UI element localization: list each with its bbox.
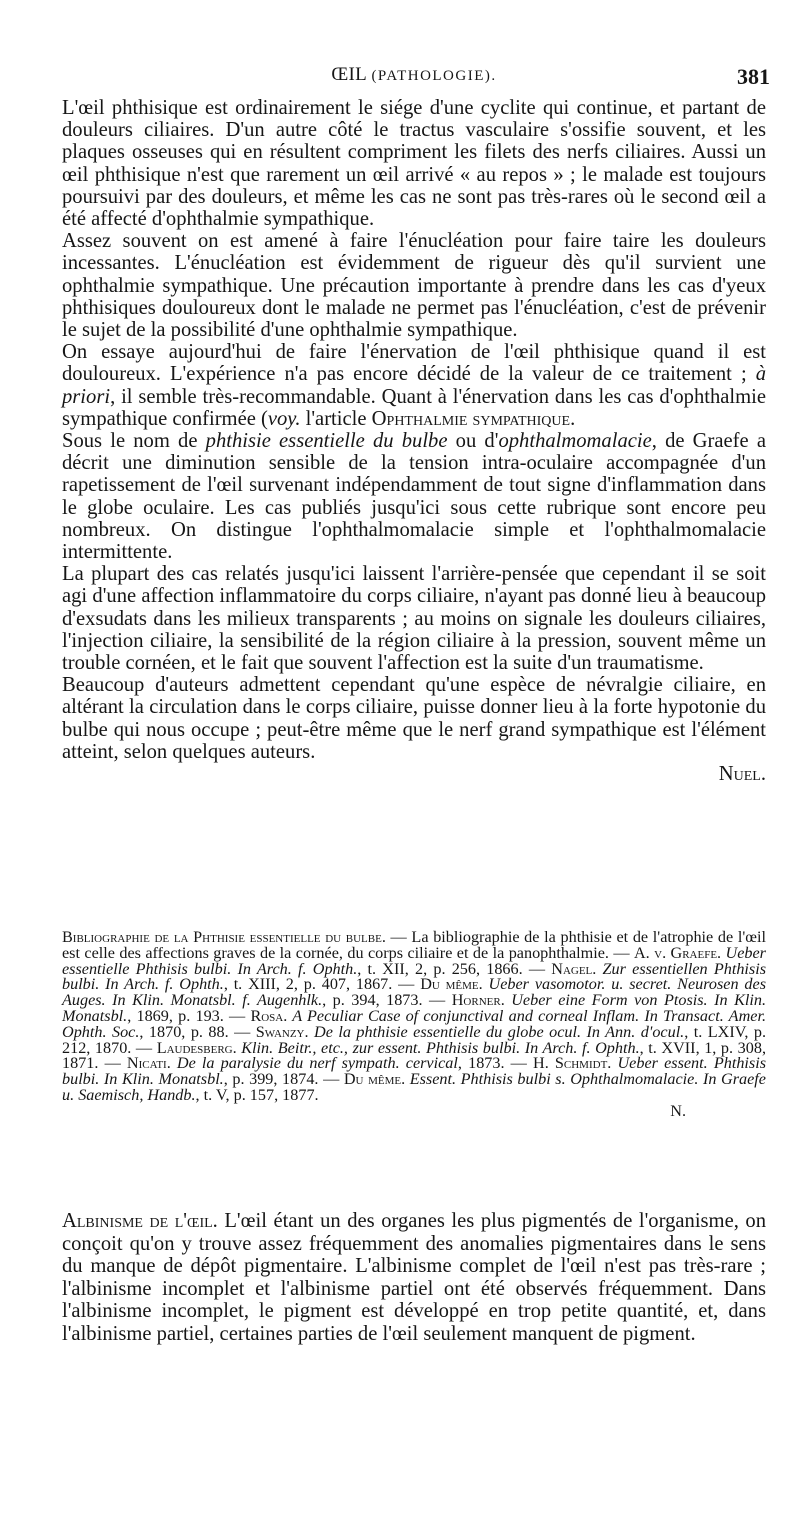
biblio-author: Du même.: [420, 975, 483, 994]
p4-term-phthisie: phthisie essentielle du bulbe: [205, 430, 448, 453]
paragraph-6: Beaucoup d'auteurs admettent cependant qu'une espèce de névralgie ciliaire, en altérant la circulation dans le corps ciliaire, puisse donner lieu à la forte hypotonie du bulbe qui nous occupe ; peut-être même que le nerf grand sympathique est l'élément atteint, selon quelques auteurs.: [62, 674, 766, 763]
biblio-ref: , 1873. —: [457, 1054, 534, 1073]
albinisme-paragraph: [62, 1210, 766, 1346]
running-title: [58, 64, 770, 86]
biblio-title: Klin. Beitr., etc., zur essent. Phthisis bulbi. In Arch. f. Ophth.: [236, 1038, 640, 1057]
biblio-title: Ueber vasomotor. u. secret. Neurosen des Auges. In Klin. Monatsbl. f. Augenhlk.: [62, 975, 766, 1010]
running-title-main: ŒIL: [331, 64, 367, 85]
biblio-author: Nicati.: [126, 1054, 171, 1073]
bibliography-entries: [62, 930, 766, 1104]
biblio-title: De la phthisie essentielle du globe ocul. In Ann. d'ocul.: [308, 1022, 685, 1041]
biblio-author: Horner.: [451, 991, 505, 1010]
bibliography: [62, 930, 766, 1120]
p4-text-a: Sous le nom de: [62, 430, 206, 453]
author-signature: Nuel.: [718, 763, 766, 786]
biblio-author: Rosa.: [250, 1006, 288, 1025]
biblio-ref: , t. XII, 2, p. 256, 1866. —: [357, 959, 552, 978]
biblio-author: Nagel.: [551, 959, 597, 978]
p3-cross-reference: Ophthalmie sympathique: [371, 407, 571, 430]
p3-italic-a-priori: à priori: [62, 363, 766, 408]
paragraph-5: La plupart des cas relatés jusqu'ici laissent l'arrière-pensée que cependant il se soit agi d'une affection inflammatoire du corps ciliaire, n'ayant pas donné lieu à beaucoup d'exsudats dans les milieux transparents ; au moins on signale les douleurs ciliaires, l'injection ciliaire, la sensibilité de la région ciliaire à la pression, souvent même un trouble cornéen, et le fait que souvent l'affection est la suite d'un traumatisme.: [62, 563, 766, 675]
biblio-ref: , 1869, p. 193. —: [127, 1006, 251, 1025]
p4-term-ophthalmomalacie: ophthalmomalacie: [498, 430, 652, 453]
p4-text-c: ou d': [447, 430, 499, 453]
biblio-title: A Peculiar Case of conjunctival and corneal Inflam. In Transact. Amer. Ophth. Soc.: [62, 1006, 766, 1041]
biblio-author: A. v. Graefe.: [633, 943, 722, 962]
biblio-title: Essent. Phthisis bulbi s. Ophthalmomalacie. In Graefe u. Saemisch, Handb.: [62, 1070, 766, 1104]
running-title-section: (PATHOLOGIE).: [371, 68, 497, 84]
biblio-author: H. Schmidt.: [533, 1054, 612, 1073]
article-albinisme: [62, 1210, 766, 1346]
biblio-title: Ueber essentielle Phthisis bulbi. In Arch. f. Ophth.: [62, 943, 766, 978]
p3-text-e: l'article: [300, 407, 372, 430]
p3-text-c: , il semble très-recommandable. Quant à l'énervation dans les cas d'ophthalmie sympathique confirmée (: [62, 385, 766, 430]
biblio-title: Ueber essent. Phthisis bulbi. In Klin. Monatsbl.: [62, 1054, 767, 1089]
p3-text-a: On essaye aujourd'hui de faire l'énervation de l'œil phthisique quand il est douloureux. L'expérience n'a pas encore décidé de la valeur de ce traitement ;: [62, 341, 766, 386]
biblio-title: Zur essentiellen Phthisis bulbi. In Arch. f. Ophth.: [62, 959, 767, 994]
paragraph-2: Assez souvent on est amené à faire l'énucléation pour faire taire les douleurs incessantes. L'énucléation est évidemment de rigueur dès qu'il survient une ophthalmie sympathique. Une précaution importante à prendre dans les cas d'yeux phthisiques douloureux dont le malade ne permet pas l'énucléation, c'est de prévenir le sujet de la possibilité d'une ophthalmie sympathique.: [62, 230, 766, 342]
biblio-ref: , t. XVII, 1, p. 308, 1871. —: [62, 1038, 766, 1073]
biblio-author: Laudesberg.: [156, 1038, 237, 1057]
p4-text-e: , de Graefe a décrit une diminution sensible de la tension intra-oculaire accompagnée d'un rapetissement de l'œil survenant indépendamment de tout signe d'inflammation dans le globe oculaire. Les cas publiés jusqu'ici sous cette rubrique sont encore peu nombreux. On distingue l'ophthalmomalacie simple et l'ophthalmomalacie intermittente.: [62, 430, 766, 564]
biblio-author: Du même.: [343, 1070, 406, 1089]
biblio-title: De la paralysie du nerf sympath. cervical: [170, 1054, 458, 1073]
biblio-ref: , t. XIII, 2, p. 407, 1867. —: [223, 975, 421, 994]
biblio-ref: , t. V, p. 157, 1877.: [195, 1085, 319, 1104]
albinisme-heading: Albinisme de l'œil.: [62, 1210, 218, 1232]
biblio-title: Ueber eine Form von Ptosis. In Klin. Monatsbl.: [62, 991, 767, 1025]
albinisme-text: L'œil étant un des organes les plus pigmentés de l'organisme, on conçoit qu'on y trouve assez fréquemment des anomalies pigmentaires dans le sens du manque de dépôt pigmentaire. L'albinisme complet de l'œil n'est pas très-rare ; l'albinisme incomplet et l'albinisme partiel ont été observés fréquemment. Dans l'albinisme incomplet, le pigment est développé en trop petite quantité, et, dans l'albinisme partiel, certaines parties de l'œil seulement manquent de pigment.: [62, 1210, 767, 1345]
biblio-ref: , p. 399, 1874. —: [223, 1070, 344, 1089]
page-number: 381: [737, 64, 770, 89]
article-body: [62, 97, 766, 785]
p3-text-g: .: [570, 407, 576, 430]
p3-italic-voy: voy.: [267, 407, 301, 430]
biblio-ref: , 1870, p. 88. —: [139, 1022, 256, 1041]
bibliography-signature: N.: [670, 1101, 686, 1120]
bibliography-intro: — La bibliographie de la phthisie et de l'atrophie de l'œil est celle des affections graves de la cornée, du corps ciliaire et de la panophthalmie. —: [62, 928, 766, 962]
paragraph-1: L'œil phthisique est ordinairement le siége d'une cyclite qui continue, et partant de douleurs ciliaires. D'un autre côté le tractus vasculaire s'ossifie souvent, et les plaques osseuses qui en résultent compriment les filets des nerfs ciliaires. Aussi un œil phthisique n'est que rarement un œil arrivé « au repos » ; le malade est toujours poursuivi par des douleurs, et même les cas ne sont pas très-rares où le second œil a été affecté d'ophthalmie sympathique.: [62, 97, 766, 231]
bibliography-heading: Bibliographie de la Phthisie essentielle du bulbe.: [62, 928, 386, 946]
biblio-ref: , p. 394, 1873. —: [322, 991, 452, 1010]
biblio-author: Swanzy.: [255, 1022, 309, 1041]
paragraph-4: [62, 430, 766, 563]
paragraph-3: [62, 341, 766, 430]
running-head: [58, 64, 770, 90]
biblio-ref: , t. LXIV, p. 212, 1870. —: [62, 1022, 766, 1057]
